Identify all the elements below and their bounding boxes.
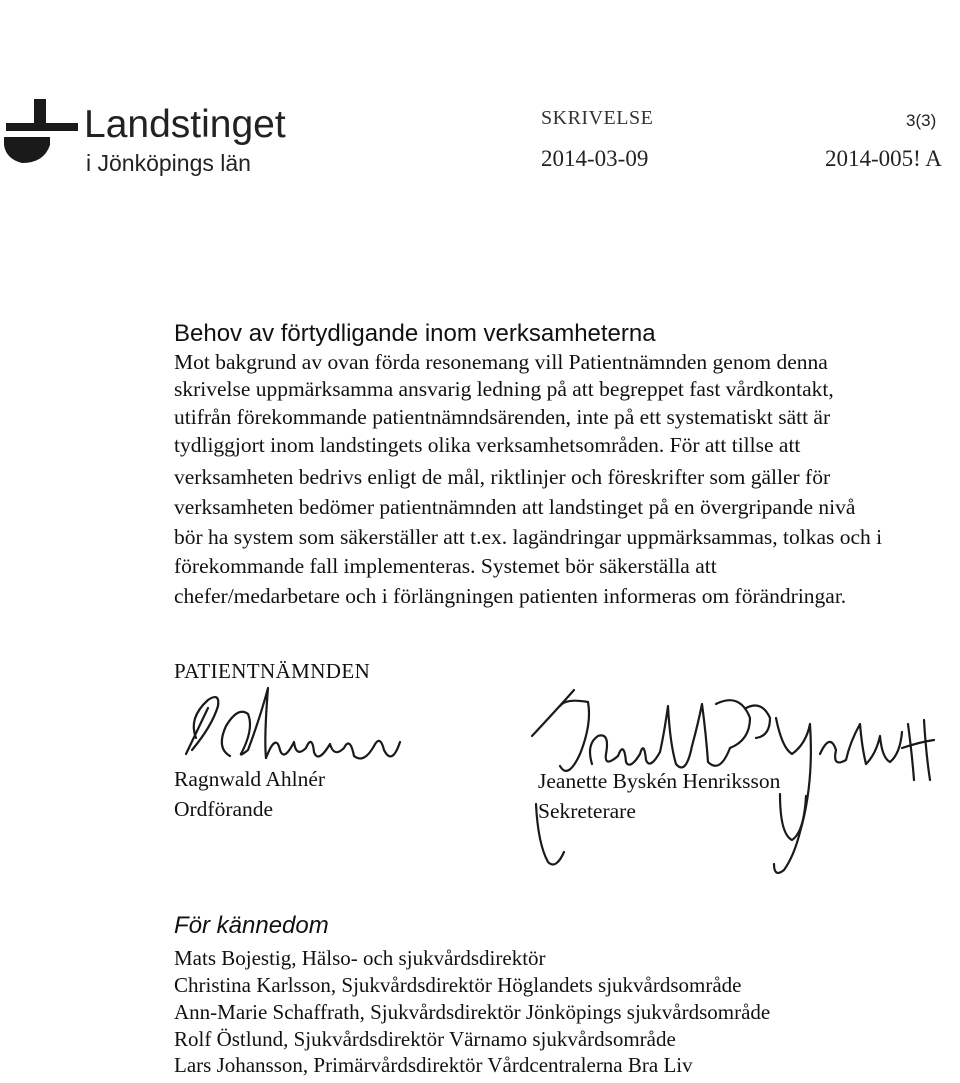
signatory-role: Sekreterare bbox=[538, 799, 636, 823]
paragraph-line: utifrån förekommande patientnämndsärenden, inte på ett systematiskt sätt är bbox=[174, 405, 831, 429]
recipient-line: Lars Johansson, Primärvårdsdirektör Vårdcentralerna Bra Liv bbox=[174, 1053, 693, 1077]
distribution-heading: För kännedom bbox=[174, 912, 329, 939]
paragraph-line: verksamheten bedömer patientnämnden att landstinget på en övergripande nivå bbox=[174, 495, 856, 519]
signatory-name: Ragnwald Ahlnér bbox=[174, 767, 326, 791]
document-reference: 2014-005! A bbox=[825, 146, 942, 171]
committee-name: PATIENTNÄMNDEN bbox=[174, 659, 371, 683]
document-date: 2014-03-09 bbox=[541, 146, 649, 171]
signatory-name: Jeanette Byskén Henriksson bbox=[538, 769, 781, 793]
recipient-line: Ann-Marie Schaffrath, Sjukvårdsdirektör Jönköpings sjukvårdsområde bbox=[174, 1000, 771, 1024]
signatory-role: Ordförande bbox=[174, 797, 274, 821]
recipient-line: Christina Karlsson, Sjukvårdsdirektör Höglandets sjukvårdsområde bbox=[174, 973, 742, 997]
recipient-line: Mats Bojestig, Hälso- och sjukvårdsdirektör bbox=[174, 946, 546, 970]
paragraph-line: tydliggjort inom landstingets olika verksamhetsområden. För att tillse att bbox=[174, 433, 801, 457]
paragraph-line: skrivelse uppmärksamma ansvarig ledning på att begreppet fast vårdkontakt, bbox=[174, 377, 834, 401]
page-number: 3(3) bbox=[906, 111, 937, 130]
document-type: SKRIVELSE bbox=[541, 107, 654, 129]
paragraph-line: bör ha system som säkerställer att t.ex. lagändringar uppmärksammas, tolkas och i bbox=[174, 525, 883, 549]
landstinget-logo-icon bbox=[0, 97, 86, 169]
paragraph-line: förekommande fall implementeras. Systemet bör säkerställa att bbox=[174, 554, 717, 578]
paragraph-line: Mot bakgrund av ovan förda resonemang vill Patientnämnden genom denna bbox=[174, 350, 828, 374]
paragraph-line: chefer/medarbetare och i förlängningen patienten informeras om förändringar. bbox=[174, 584, 847, 608]
organization-region: i Jönköpings län bbox=[86, 150, 251, 176]
paragraph-line: verksamheten bedrivs enligt de mål, riktlinjer och föreskrifter som gäller för bbox=[174, 465, 831, 489]
section-heading: Behov av förtydligande inom verksamheterna bbox=[174, 320, 656, 347]
organization-name: Landstinget bbox=[84, 103, 286, 146]
recipient-line: Rolf Östlund, Sjukvårdsdirektör Värnamo sjukvårdsområde bbox=[174, 1027, 676, 1051]
